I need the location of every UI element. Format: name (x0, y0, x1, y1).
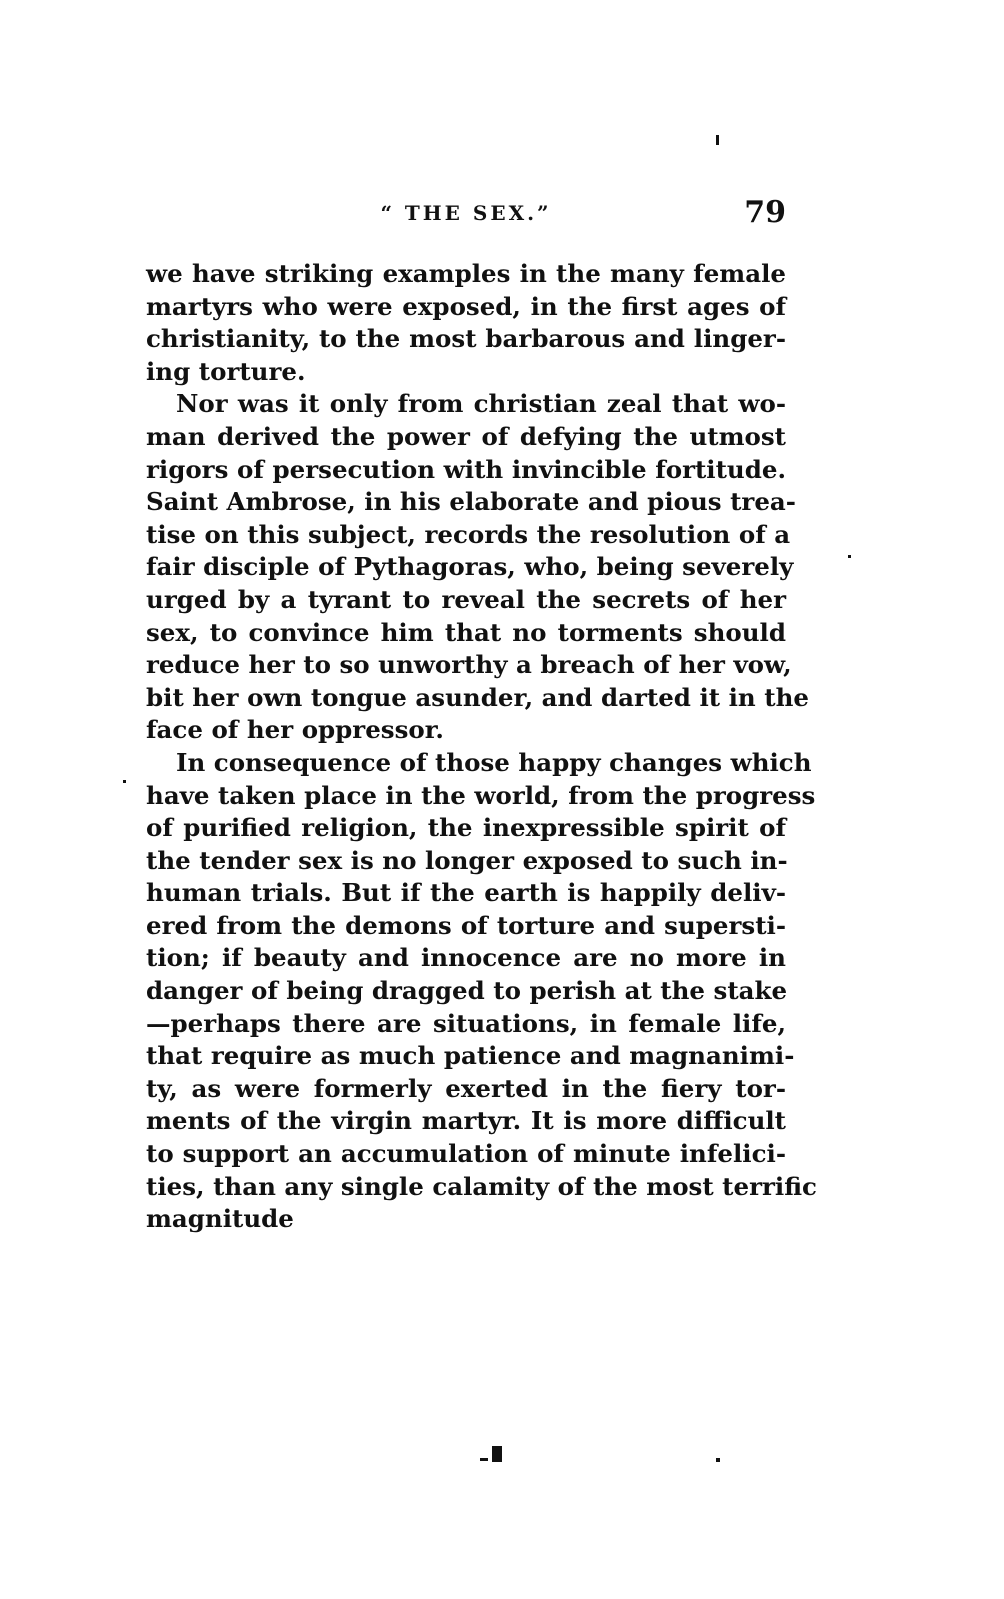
text-line: urged by a tyrant to reveal the secrets of her (146, 584, 786, 614)
text-line: bit her own tongue asunder, and darted it in the (146, 682, 809, 712)
text-line: human trials. But if the earth is happily deliv- (146, 878, 786, 908)
text-line: ing torture. (146, 356, 306, 386)
text-line: have taken place in the world, from the progress (146, 780, 816, 810)
text-line: of purified religion, the inexpressible spirit of (146, 813, 786, 843)
text-line: ty, as were formerly exerted in the fiery tor- (146, 1073, 786, 1103)
text-line: —perhaps there are situations, in female life, (146, 1008, 786, 1038)
text-line: to support an accumulation of minute infelici- (146, 1139, 786, 1169)
text-line: danger of being dragged to perish at the stake (146, 976, 788, 1006)
text-line: man derived the power of defying the utmost (146, 421, 786, 451)
text-line: ments of the virgin martyr. It is more difficult (146, 1106, 786, 1136)
text-line: martyrs who were exposed, in the first ages of (146, 291, 786, 321)
text-line: christianity, to the most barbarous and linger- (146, 324, 786, 354)
running-head: “ THE SEX.” (380, 201, 552, 225)
page-header (146, 195, 786, 235)
text-line: tion; if beauty and innocence are no more in (146, 943, 786, 973)
ink-speck-bottom-b (492, 1446, 502, 1462)
text-line: fair disciple of Pythagoras, who, being severely (146, 552, 794, 582)
text-line: reduce her to so unworthy a breach of her vow, (146, 650, 792, 680)
ink-speck-left (123, 780, 126, 783)
text-line: ties, than any single calamity of the most terrific (146, 1171, 817, 1201)
text-line: we have striking examples in the many female (146, 259, 786, 288)
text-line: face of her oppressor. (146, 715, 444, 745)
text-line: magnitude (146, 1204, 294, 1234)
text-line: sex, to convince him that no torments should (146, 617, 786, 647)
ink-speck-bottom-c (716, 1458, 720, 1462)
ink-speck-bottom-a (480, 1458, 488, 1461)
text-line: the tender sex is no longer exposed to such in- (146, 845, 788, 875)
ink-speck-top (716, 135, 719, 145)
body-text (146, 258, 817, 1236)
ink-speck-right (848, 555, 851, 558)
text-line: In consequence of those happy changes which (176, 747, 812, 777)
text-line: Nor was it only from christian zeal that wo- (176, 389, 786, 419)
text-line: ered from the demons of torture and supersti- (146, 910, 786, 940)
page-number: 79 (744, 195, 786, 230)
text-line: tise on this subject, records the resolution of a (146, 519, 791, 549)
text-line: rigors of persecution with invincible fortitude. (146, 454, 786, 484)
text-line: Saint Ambrose, in his elaborate and pious trea- (146, 487, 796, 517)
text-line: that require as much patience and magnanimi- (146, 1041, 795, 1071)
